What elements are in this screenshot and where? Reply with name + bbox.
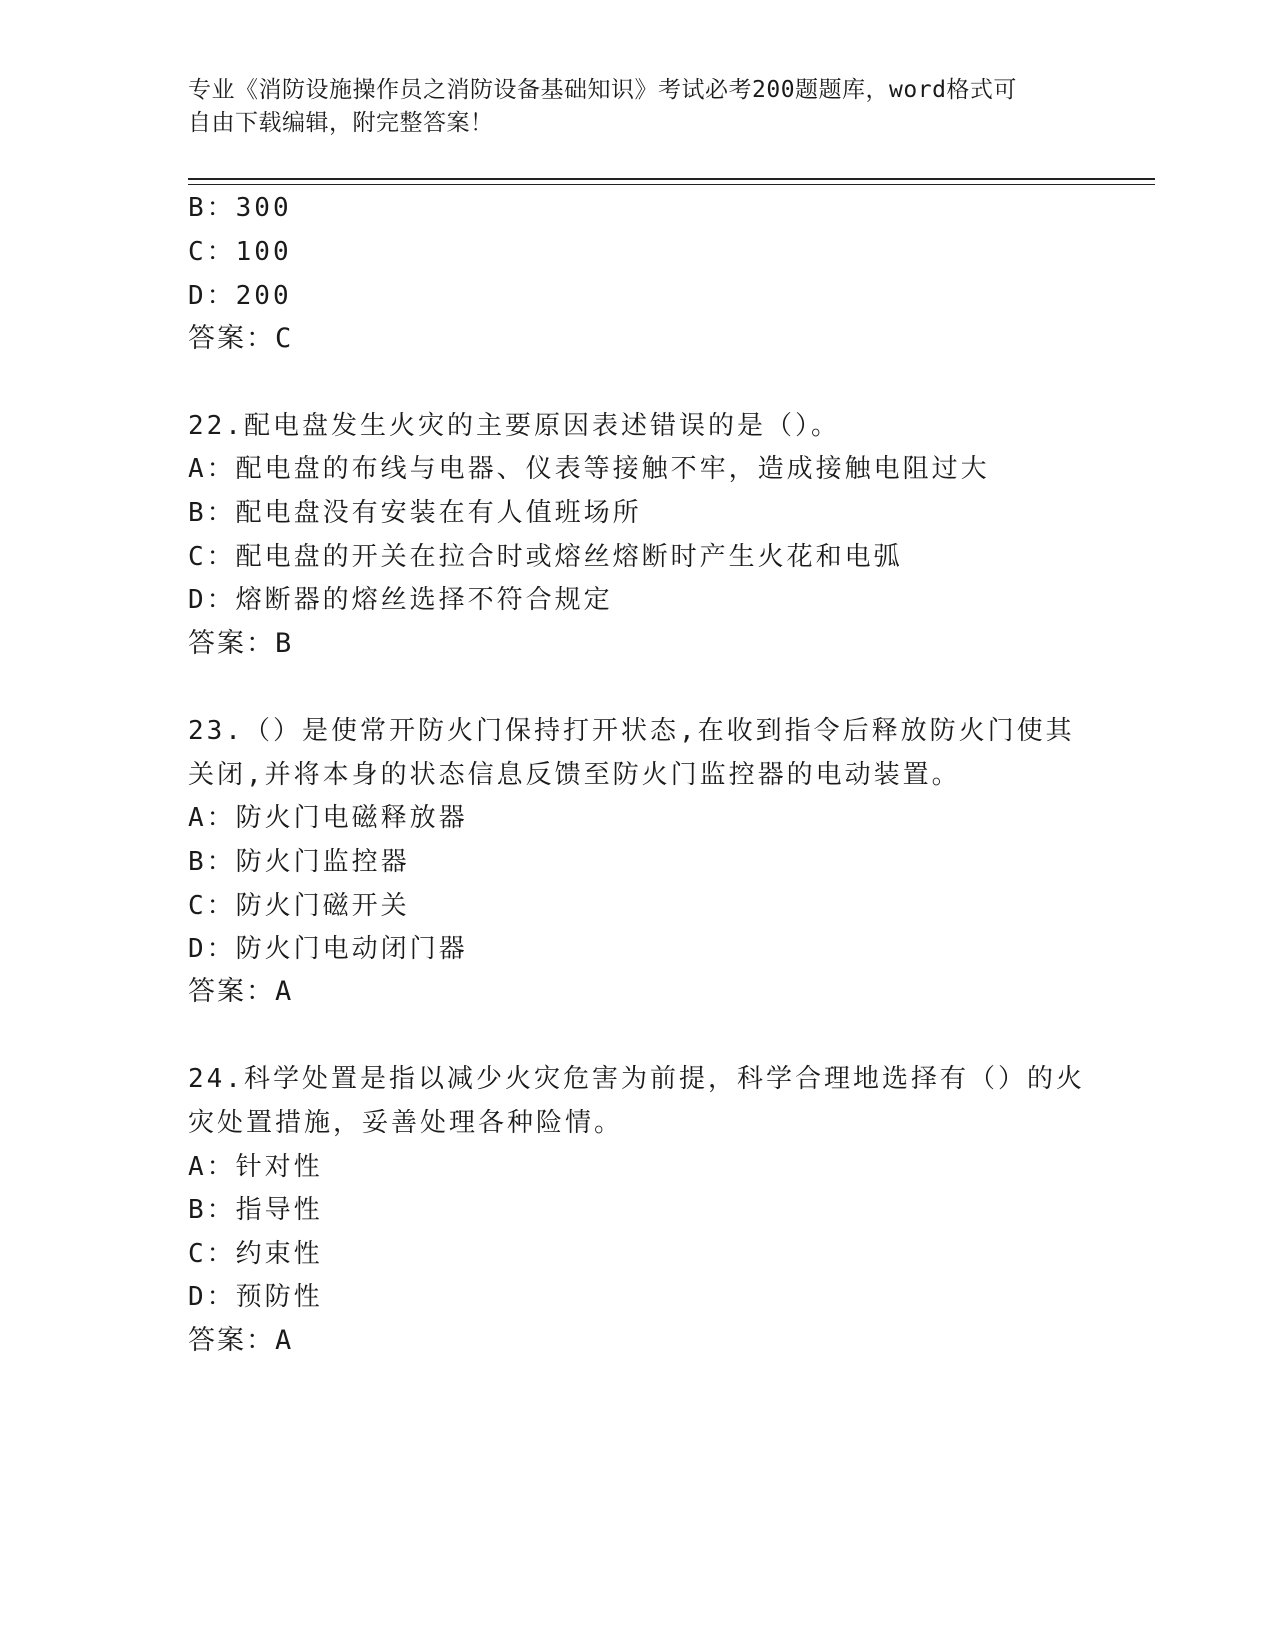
q21-option-d: D：200 [188, 281, 292, 311]
header-line-2: 自由下载编辑，附完整答案！ [188, 110, 494, 136]
q23-stem-line-2: 关闭,并将本身的状态信息反馈至防火门监控器的电动装置。 [188, 760, 961, 790]
q22-answer: 答案：B [188, 628, 294, 659]
q24-stem-line-1: 24.科学处置是指以减少火灾危害为前提，科学合理地选择有（）的火 [188, 1064, 1085, 1094]
q21-answer: 答案：C [188, 323, 294, 354]
q24-option-d: D：预防性 [188, 1282, 323, 1312]
header-line-1: 专业《消防设施操作员之消防设备基础知识》考试必考200题题库，word格式可 [188, 77, 1017, 103]
q22-option-c: C：配电盘的开关在拉合时或熔丝熔断时产生火花和电弧 [188, 542, 903, 572]
q22-stem: 22.配电盘发生火灾的主要原因表述错误的是（）。 [188, 411, 840, 441]
q24-option-a: A：针对性 [188, 1152, 323, 1182]
header-divider-thick [188, 178, 1155, 180]
q23-stem-line-1: 23.（）是使常开防火门保持打开状态,在收到指令后释放防火门使其 [188, 716, 1075, 746]
q22-option-a: A：配电盘的布线与电器、仪表等接触不牢，造成接触电阻过大 [188, 454, 990, 484]
q21-option-b: B：300 [188, 193, 292, 223]
q24-answer: 答案：A [188, 1325, 294, 1356]
q23-option-d: D：防火门电动闭门器 [188, 934, 468, 964]
q22-option-d: D：熔断器的熔丝选择不符合规定 [188, 585, 613, 615]
document-header [188, 74, 1088, 140]
q22-option-b: B：配电盘没有安装在有人值班场所 [188, 498, 642, 528]
q23-option-a: A：防火门电磁释放器 [188, 803, 468, 833]
q24-stem-line-2: 灾处置措施，妥善处理各种险情。 [188, 1108, 624, 1138]
q23-option-b: B：防火门监控器 [188, 847, 410, 877]
header-divider-thin [188, 184, 1155, 185]
q24-option-c: C：约束性 [188, 1239, 323, 1269]
q24-option-b: B：指导性 [188, 1195, 323, 1225]
q21-option-c: C：100 [188, 237, 292, 267]
q23-option-c: C：防火门磁开关 [188, 891, 410, 921]
q23-answer: 答案：A [188, 976, 294, 1007]
